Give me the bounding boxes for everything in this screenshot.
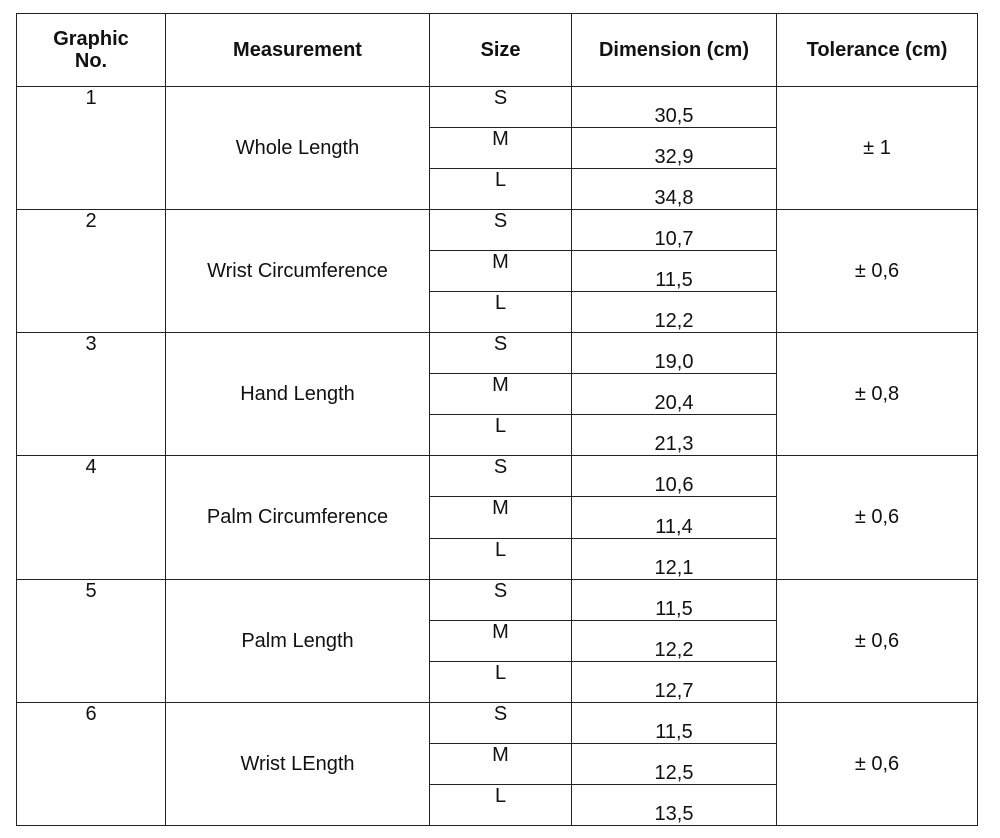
- header-dimension: Dimension (cm): [572, 14, 777, 87]
- dimension-cell: 10,7: [572, 210, 777, 251]
- dimension-cell: 12,1: [572, 538, 777, 579]
- dimension-cell: 32,9: [572, 128, 777, 169]
- dimension-cell: 12,2: [572, 620, 777, 661]
- table-row: [17, 333, 978, 374]
- measurement-cell: Hand Length: [166, 333, 430, 456]
- dimension-cell: 30,5: [572, 87, 777, 128]
- size-cell: L: [430, 415, 572, 456]
- size-cell: M: [430, 251, 572, 292]
- size-cell: S: [430, 579, 572, 620]
- graphic-no-cell: 2: [17, 210, 166, 333]
- dimension-cell: 11,4: [572, 497, 777, 538]
- dimension-cell: 12,5: [572, 743, 777, 784]
- size-cell: L: [430, 169, 572, 210]
- tolerance-cell: ± 0,6: [777, 702, 978, 825]
- measurement-cell: Palm Length: [166, 579, 430, 702]
- graphic-no-cell: 4: [17, 456, 166, 579]
- tolerance-cell: ± 0,6: [777, 456, 978, 579]
- graphic-no-cell: 6: [17, 702, 166, 825]
- dimension-cell: 34,8: [572, 169, 777, 210]
- size-cell: S: [430, 702, 572, 743]
- dimension-cell: 12,7: [572, 661, 777, 702]
- graphic-no-cell: 5: [17, 579, 166, 702]
- size-cell: L: [430, 661, 572, 702]
- graphic-no-cell: 1: [17, 87, 166, 210]
- dimension-cell: 11,5: [572, 251, 777, 292]
- size-cell: M: [430, 128, 572, 169]
- header-tolerance: Tolerance (cm): [777, 14, 978, 87]
- header-graphic-no: [17, 14, 166, 87]
- size-cell: M: [430, 743, 572, 784]
- header-size: Size: [430, 14, 572, 87]
- dimension-cell: 12,2: [572, 292, 777, 333]
- size-cell: S: [430, 87, 572, 128]
- dimension-cell: 21,3: [572, 415, 777, 456]
- header-graphic-line1: Graphic: [53, 28, 129, 50]
- size-cell: M: [430, 497, 572, 538]
- dimension-cell: 11,5: [572, 579, 777, 620]
- header-row: [17, 14, 978, 87]
- dimension-cell: 19,0: [572, 333, 777, 374]
- dimension-cell: 11,5: [572, 702, 777, 743]
- table-row: [17, 87, 978, 128]
- tolerance-cell: ± 0,6: [777, 579, 978, 702]
- table-row: [17, 702, 978, 743]
- measurement-cell: Wrist LEngth: [166, 702, 430, 825]
- table-header: [17, 14, 978, 87]
- table-row: [17, 579, 978, 620]
- measurement-cell: Palm Circumference: [166, 456, 430, 579]
- table-body: [17, 87, 978, 826]
- dimension-cell: 10,6: [572, 456, 777, 497]
- measurement-cell: Wrist Circumference: [166, 210, 430, 333]
- tolerance-cell: ± 0,8: [777, 333, 978, 456]
- header-measurement: Measurement: [166, 14, 430, 87]
- tolerance-cell: ± 0,6: [777, 210, 978, 333]
- size-cell: L: [430, 784, 572, 825]
- table-row: [17, 456, 978, 497]
- size-cell: S: [430, 333, 572, 374]
- size-cell: S: [430, 456, 572, 497]
- header-graphic-line2: No.: [74, 50, 108, 72]
- measurement-cell: Whole Length: [166, 87, 430, 210]
- graphic-no-cell: 3: [17, 333, 166, 456]
- table-row: [17, 210, 978, 251]
- size-cell: S: [430, 210, 572, 251]
- dimension-cell: 20,4: [572, 374, 777, 415]
- size-cell: L: [430, 292, 572, 333]
- measurement-table: [16, 13, 978, 826]
- size-cell: M: [430, 374, 572, 415]
- dimension-cell: 13,5: [572, 784, 777, 825]
- size-cell: L: [430, 538, 572, 579]
- size-cell: M: [430, 620, 572, 661]
- tolerance-cell: ± 1: [777, 87, 978, 210]
